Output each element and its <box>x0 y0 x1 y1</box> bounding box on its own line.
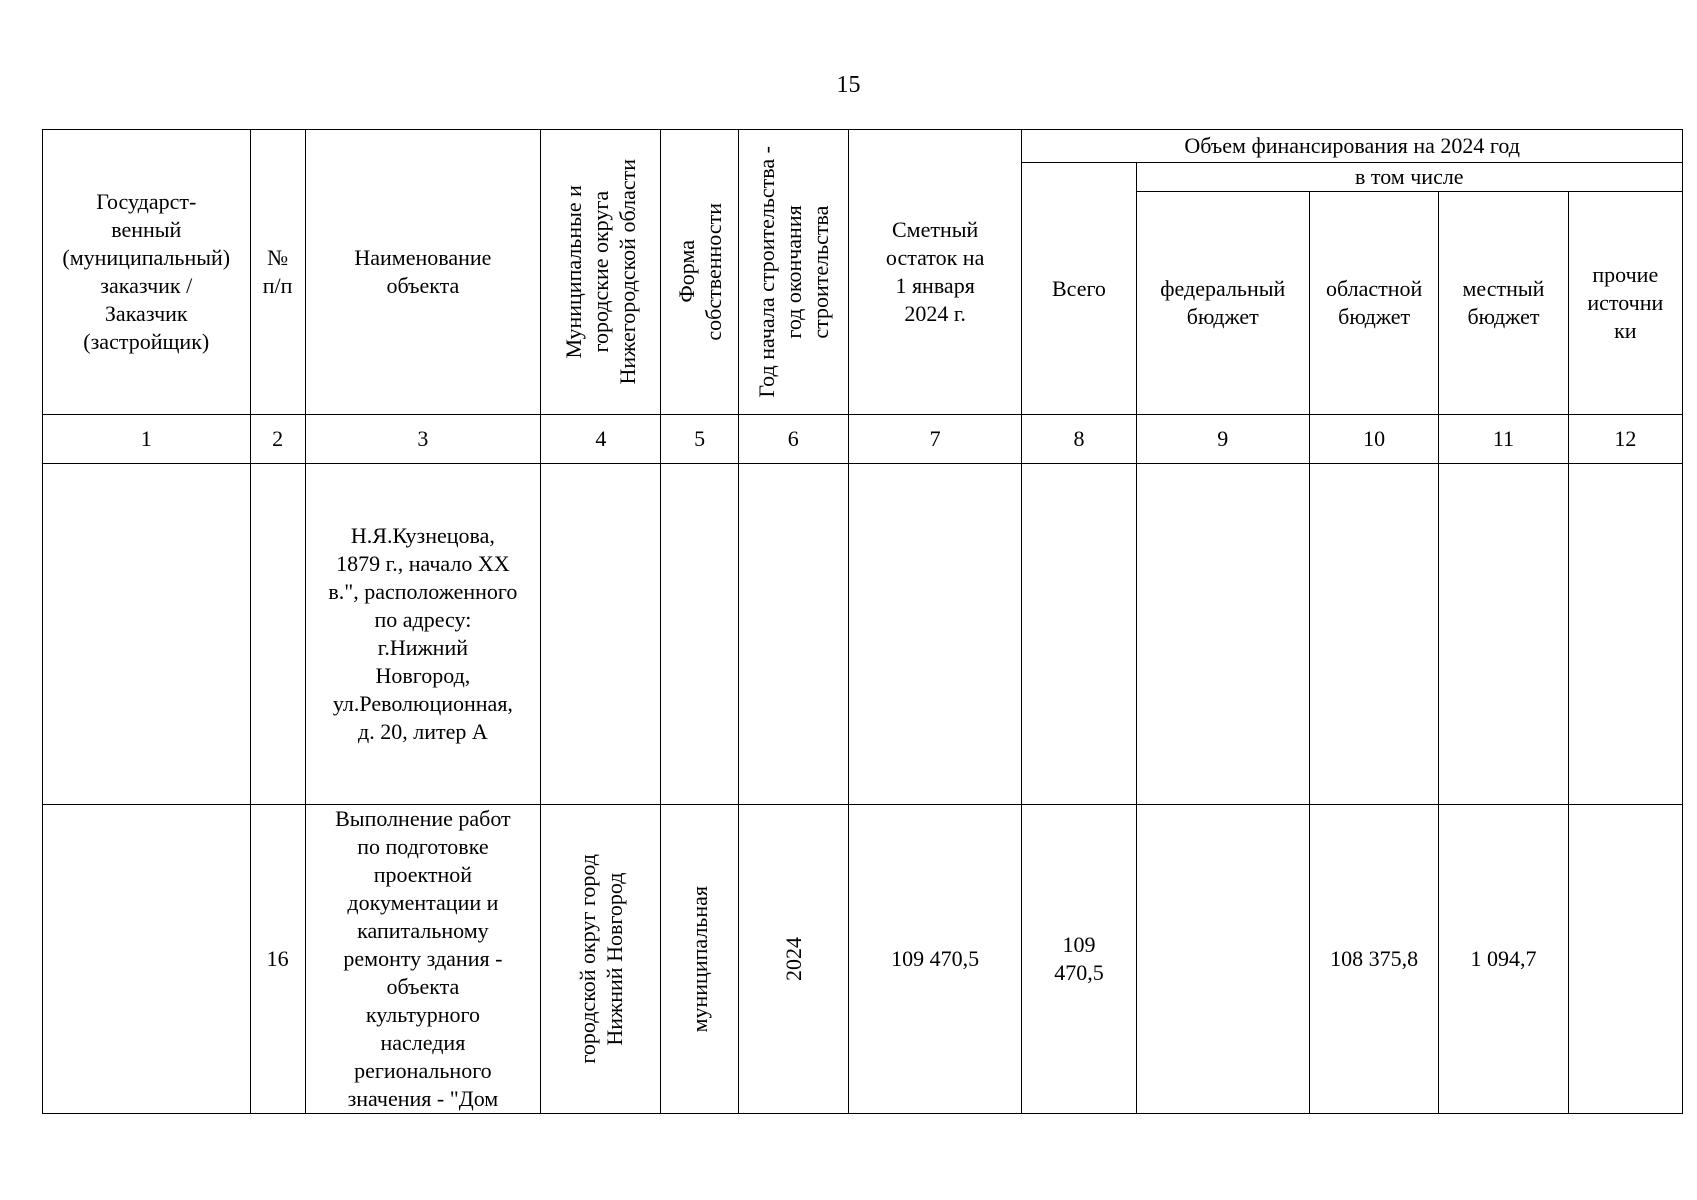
cell-local <box>1439 464 1568 805</box>
cell-other <box>1568 805 1682 1114</box>
cell-municipality <box>541 464 661 805</box>
column-number: 9 <box>1136 415 1309 464</box>
cell-other <box>1568 464 1682 805</box>
cell-years: 2024 <box>738 805 848 1114</box>
cell-federal <box>1136 805 1309 1114</box>
table-row <box>43 464 1683 805</box>
cell-object-name: Н.Я.Кузнецова, 1879 г., начало XX в.", расположенного по адресу: г.Нижний Новгород, ул.Революционная, д. 20, литер А <box>305 464 541 805</box>
column-number: 10 <box>1310 415 1439 464</box>
header-including: в том числе <box>1136 163 1682 192</box>
column-number: 2 <box>250 415 305 464</box>
header-federal: федеральный бюджет <box>1136 192 1309 415</box>
cell-municipality: городской округ город Нижний Новгород <box>541 805 661 1114</box>
column-number-row <box>43 415 1683 464</box>
column-number: 11 <box>1439 415 1568 464</box>
column-number: 12 <box>1568 415 1682 464</box>
column-number: 1 <box>43 415 251 464</box>
header-index: № п/п <box>250 130 305 415</box>
cell-total <box>1022 464 1136 805</box>
cell-customer <box>43 805 251 1114</box>
column-number: 7 <box>848 415 1021 464</box>
column-number: 3 <box>305 415 541 464</box>
header-total: Всего <box>1022 163 1136 415</box>
column-number: 4 <box>541 415 661 464</box>
cell-ownership <box>661 464 738 805</box>
header-years: Год начала строительства - год окончания строительства <box>738 130 848 415</box>
column-number: 5 <box>661 415 738 464</box>
header-ownership: Форма собственности <box>661 130 738 415</box>
cell-regional <box>1310 464 1439 805</box>
column-number: 6 <box>738 415 848 464</box>
header-regional: областной бюджет <box>1310 192 1439 415</box>
header-municipality: Муниципальные и городские округа Нижегородской области <box>541 130 661 415</box>
header-object-name: Наименование объекта <box>305 130 541 415</box>
cell-federal <box>1136 464 1309 805</box>
cell-regional: 108 375,8 <box>1310 805 1439 1114</box>
cell-estimate-remainder: 109 470,5 <box>848 805 1021 1114</box>
table-row <box>43 805 1683 1114</box>
header-financing-volume: Объем финансирования на 2024 год <box>1022 130 1683 163</box>
cell-index <box>250 464 305 805</box>
header-estimate-remainder: Сметный остаток на 1 января 2024 г. <box>848 130 1021 415</box>
cell-object-name: Выполнение работ по подготовке проектной документации и капитальному ремонту здания - объекта культурного наследия регионального значения - "Дом <box>305 805 541 1114</box>
cell-customer <box>43 464 251 805</box>
cell-years <box>738 464 848 805</box>
page-number: 15 <box>836 72 861 98</box>
cell-local: 1 094,7 <box>1439 805 1568 1114</box>
cell-total: 109 470,5 <box>1022 805 1136 1114</box>
cell-ownership: муниципальная <box>661 805 738 1114</box>
header-customer: Государст- венный (муниципальный) заказчик / Заказчик (застройщик) <box>43 130 251 415</box>
cell-index: 16 <box>250 805 305 1114</box>
column-number: 8 <box>1022 415 1136 464</box>
cell-estimate-remainder <box>848 464 1021 805</box>
financing-table <box>42 129 1683 1114</box>
header-other: прочие источни ки <box>1568 192 1682 415</box>
header-local: местный бюджет <box>1439 192 1568 415</box>
header-row-1 <box>43 130 1683 163</box>
